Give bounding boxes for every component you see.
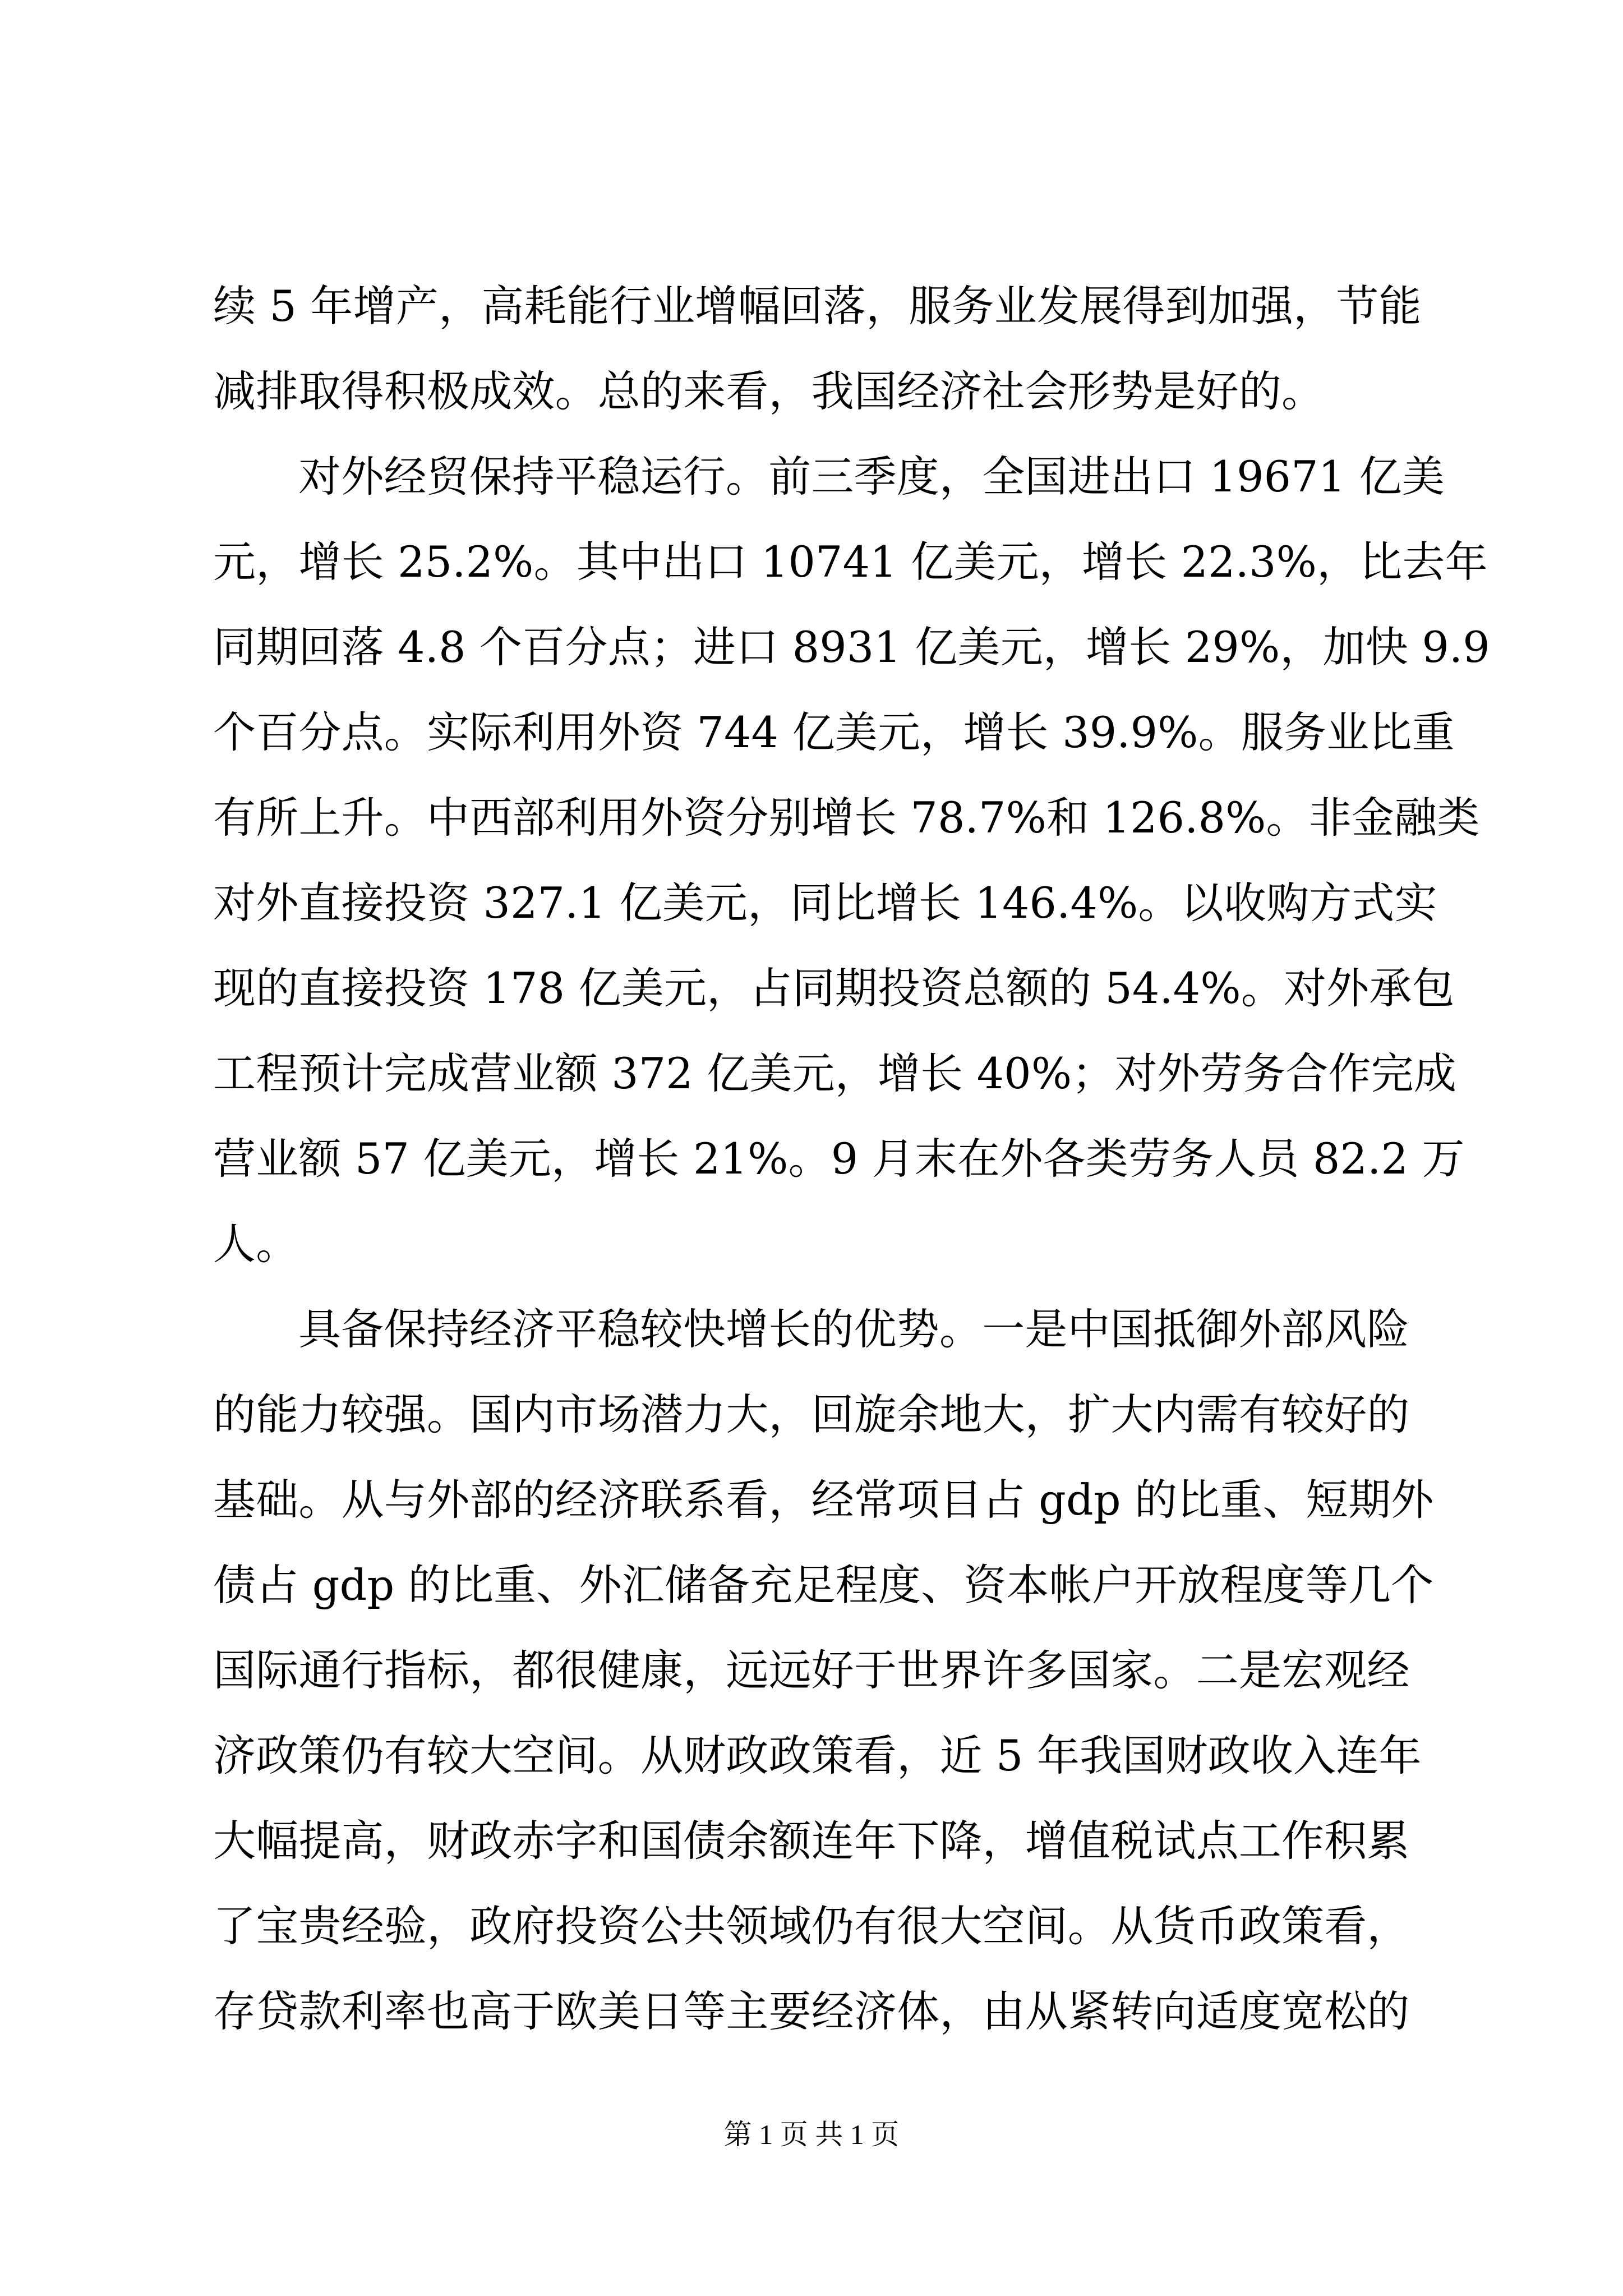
text-line: 同期回落 4.8 个百分点；进口 8931 亿美元，增长 29%，加快 9.9 xyxy=(213,622,1490,672)
text-line: 工程预计完成营业额 372 亿美元，增长 40%；对外劳务合作完成 xyxy=(213,1048,1457,1098)
text-line: 国际通行指标，都很健康，远远好于世界许多国家。二是宏观经 xyxy=(213,1645,1410,1695)
text-line: 减排取得积极成效。总的来看，我国经济社会形势是好的。 xyxy=(213,366,1325,416)
text-line: 存贷款利率也高于欧美日等主要经济体，由从紧转向适度宽松的 xyxy=(213,1986,1410,2036)
text-line: 济政策仍有较大空间。从财政政策看，近 5 年我国财政收入连年 xyxy=(213,1731,1422,1780)
text-line: 个百分点。实际利用外资 744 亿美元，增长 39.9%。服务业比重 xyxy=(213,707,1455,757)
text-line: 债占 gdp 的比重、外汇储备充足程度、资本帐户开放程度等几个 xyxy=(213,1560,1434,1610)
text-line: 续 5 年增产，高耗能行业增幅回落，服务业发展得到加强，节能 xyxy=(213,281,1422,331)
page-number-footer: 第 1 页 共 1 页 xyxy=(723,2119,900,2150)
text-line: 了宝贵经验，政府投资公共领域仍有很大空间。从货币政策看， xyxy=(213,1901,1410,1951)
text-line: 现的直接投资 178 亿美元，占同期投资总额的 54.4%。对外承包 xyxy=(213,963,1455,1013)
text-line: 人。 xyxy=(213,1219,299,1269)
paragraph-start-line: 对外经贸保持平稳运行。前三季度，全国进出口 19671 亿美 xyxy=(298,452,1445,501)
text-line: 基础。从与外部的经济联系看，经常项目占 gdp 的比重、短期外 xyxy=(213,1475,1434,1525)
text-line: 元，增长 25.2%。其中出口 10741 亿美元，增长 22.3%，比去年 xyxy=(213,537,1488,587)
text-line: 对外直接投资 327.1 亿美元，同比增长 146.4%。以收购方式实 xyxy=(213,878,1437,928)
text-line: 有所上升。中西部利用外资分别增长 78.7%和 126.8%。非金融类 xyxy=(213,793,1480,843)
document-body xyxy=(213,264,1490,2054)
text-line: 大幅提高，财政赤字和国债余额连年下降，增值税试点工作积累 xyxy=(213,1816,1410,1866)
text-line: 的能力较强。国内市场潜力大，回旋余地大，扩大内需有较好的 xyxy=(213,1389,1410,1439)
text-line: 营业额 57 亿美元，增长 21%。9 月末在外各类劳务人员 82.2 万 xyxy=(213,1134,1465,1184)
paragraph-start-line: 具备保持经济平稳较快增长的优势。一是中国抵御外部风险 xyxy=(298,1304,1410,1354)
